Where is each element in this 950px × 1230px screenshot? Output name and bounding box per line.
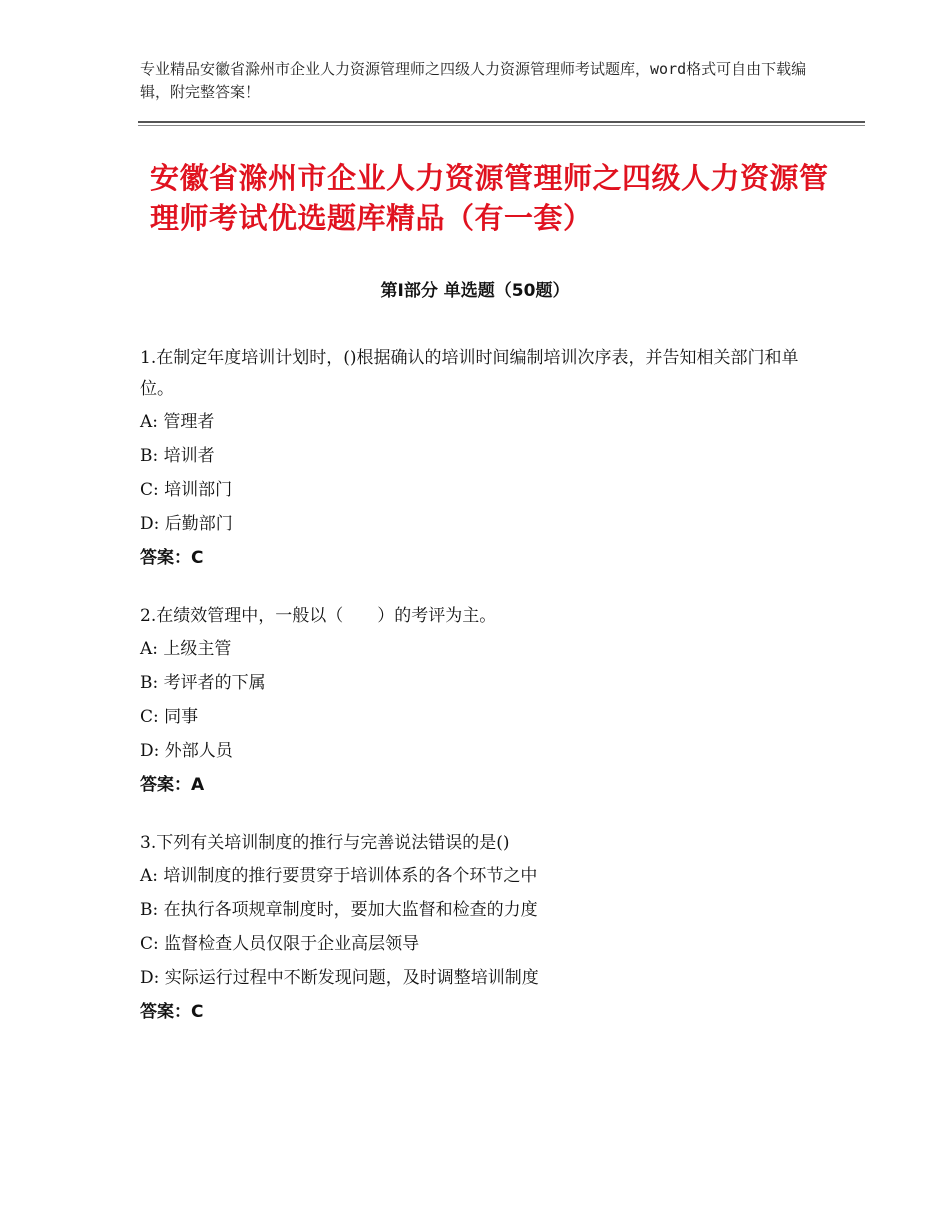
header-divider-thick bbox=[138, 121, 865, 123]
option-c: C: 同事 bbox=[140, 707, 199, 727]
document-title: 安徽省滁州市企业人力资源管理师之四级人力资源管理师考试优选题库精品（有一套） bbox=[150, 161, 829, 235]
option-c: C: 培训部门 bbox=[140, 480, 233, 500]
question-text: 3.下列有关培训制度的推行与完善说法错误的是() bbox=[140, 833, 510, 853]
question-item bbox=[140, 343, 800, 575]
option-a: A: 上级主管 bbox=[140, 639, 232, 659]
question-item bbox=[140, 828, 800, 1029]
header-note: 专业精品安徽省滁州市企业人力资源管理师之四级人力资源管理师考试题库，word格式可自由下载编辑，附完整答案！ bbox=[140, 60, 807, 101]
answer-label: 答案：C bbox=[140, 1002, 204, 1022]
question-text: 1.在制定年度培训计划时，()根据确认的培训时间编制培训次序表，并告知相关部门和单位。 bbox=[140, 348, 799, 399]
option-d: D: 后勤部门 bbox=[140, 514, 233, 534]
option-d: D: 实际运行过程中不断发现问题，及时调整培训制度 bbox=[140, 968, 539, 988]
option-d: D: 外部人员 bbox=[140, 741, 233, 761]
answer-label: 答案：A bbox=[140, 775, 205, 795]
section-heading: 第Ⅰ部分 单选题（50题） bbox=[380, 281, 570, 301]
option-b: B: 培训者 bbox=[140, 446, 215, 466]
option-a: A: 管理者 bbox=[140, 412, 215, 432]
question-list bbox=[140, 343, 800, 1055]
question-item bbox=[140, 601, 800, 802]
answer-label: 答案：C bbox=[140, 548, 204, 568]
option-b: B: 考评者的下属 bbox=[140, 673, 266, 693]
option-a: A: 培训制度的推行要贯穿于培训体系的各个环节之中 bbox=[140, 866, 538, 886]
option-b: B: 在执行各项规章制度时，要加大监督和检查的力度 bbox=[140, 900, 538, 920]
question-text: 2.在绩效管理中，一般以（ ）的考评为主。 bbox=[140, 606, 497, 626]
option-c: C: 监督检查人员仅限于企业高层领导 bbox=[140, 934, 420, 954]
header-divider-thin bbox=[138, 125, 865, 126]
